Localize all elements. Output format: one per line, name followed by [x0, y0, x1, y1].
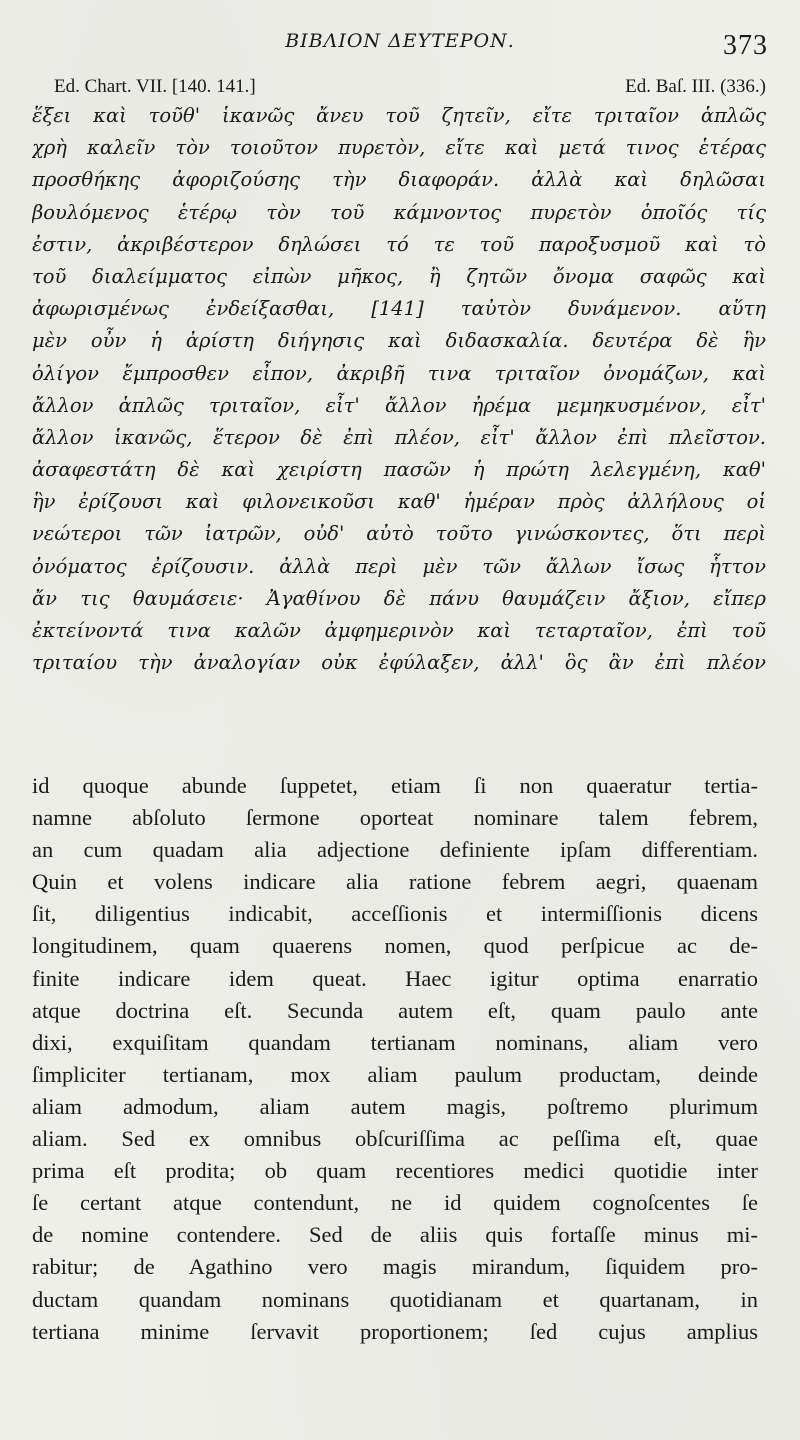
- greek-text-line: ὀλίγον ἔμπροσθεν εἶπον, ἀκριβῆ τινα τριταῖον ὀνομάζων, καὶ: [32, 361, 766, 385]
- latin-text-line: rabitur; de Agathino vero magis mirandum, ſiquidem pro-: [32, 1254, 758, 1280]
- latin-text-line: longitudinem, quam quaerens nomen, quod perſpicue ac de-: [32, 933, 758, 959]
- latin-text-line: ſit, diligentius indicabit, acceſſionis et intermiſſionis dicens: [32, 901, 758, 927]
- greek-text-line: ἄλλον ἱκανῶς, ἕτερον δὲ ἐπὶ πλέον, εἶτ' ἄλλον ἐπὶ πλεῖστον.: [32, 425, 766, 449]
- greek-text-line: τοῦ διαλείμματος εἰπὼν μῆκος, ἢ ζητῶν ὄνομα σαφῶς καὶ: [32, 264, 766, 288]
- latin-text-line: id quoque abunde ſuppetet, etiam ſi non quaeratur tertia-: [32, 773, 758, 798]
- greek-text-line: ἕξει καὶ τοῦθ' ἱκανῶς ἄνευ τοῦ ζητεῖν, εἴτε τριταῖον ἁπλῶς: [32, 104, 766, 127]
- latin-text-line: de nomine contendere. Sed de aliis quis fortaſſe minus mi-: [32, 1222, 758, 1248]
- latin-text-line: dixi, exquiſitam quandam tertianam nominans, aliam vero: [32, 1029, 758, 1055]
- greek-text-line: ὀνόματος ἐρίζουσιν. ἀλλὰ περὶ μὲν τῶν ἄλλων ἴσως ἧττον: [32, 554, 766, 578]
- greek-text-column: [32, 100, 766, 679]
- edition-basel-reference: Ed. Baſ. III. (336.): [625, 76, 766, 97]
- greek-text-line: χρὴ καλεῖν τὸν τοιοῦτον πυρετὸν, εἴτε καὶ μετά τινος ἑτέρας: [32, 136, 766, 160]
- page-number: 373: [723, 30, 768, 61]
- greek-text-line: ἀσαφεστάτη δὲ καὶ χειρίστη πασῶν ἡ πρώτη λελεγμένη, καθ': [32, 458, 766, 482]
- greek-text-line: μὲν οὖν ἡ ἀρίστη διήγησις καὶ διδασκαλία. δευτέρα δὲ ἣν: [32, 329, 766, 353]
- greek-text-line: τριταίου τὴν ἀναλογίαν οὐκ ἐφύλαξεν, ἀλλ' ὃς ἂν ἐπὶ πλέον: [32, 651, 766, 675]
- greek-text-line: ἄλλον ἁπλῶς τριταῖον, εἶτ' ἄλλον ἠρέμα μεμηκυσμένον, εἶτ': [32, 393, 766, 417]
- edition-reference-line: [54, 76, 766, 100]
- latin-text-line: ductam quandam nominans quotidianam et quartanam, in: [32, 1286, 758, 1312]
- greek-text-line: ἄν τις θαυμάσειε· Ἀγαθίνου δὲ πάνυ θαυμάζειν ἄξιον, εἴπερ: [32, 586, 766, 610]
- latin-text-line: ſimpliciter tertianam, mox aliam paulum productam, deinde: [32, 1061, 758, 1087]
- edition-chartier-reference: Ed. Chart. VII. [140. 141.]: [54, 76, 256, 97]
- latin-text-line: Quin et volens indicare alia ratione febrem aegri, quaenam: [32, 869, 758, 895]
- latin-text-line: an cum quadam alia adjectione definiente ipſam differentiam.: [32, 837, 758, 863]
- latin-text-line: tertiana minime ſervavit proportionem; ſed cujus amplius: [32, 1318, 758, 1344]
- greek-text-line: νεώτεροι τῶν ἰατρῶν, οὐδ' αὐτὸ τοῦτο γινώσκοντες, ὅτι περὶ: [32, 522, 766, 546]
- latin-text-line: prima eſt prodita; ob quam recentiores medici quotidie inter: [32, 1158, 758, 1184]
- greek-text-line: ἐστιν, ἀκριβέστερον δηλώσει τό τε τοῦ παροξυσμοῦ καὶ τὸ: [32, 232, 766, 256]
- greek-text-line: προσθήκης ἀφοριζούσης τὴν διαφοράν. ἀλλὰ καὶ δηλῶσαι: [32, 168, 766, 192]
- latin-text-line: ſe certant atque contendunt, ne id quidem cognoſcentes ſe: [32, 1190, 758, 1216]
- greek-text-line: ἀφωρισμένως ἐνδείξασθαι, [141] ταὐτὸν δυνάμενον. αὕτη: [32, 297, 766, 321]
- latin-text-line: atque doctrina eſt. Secunda autem eſt, quam paulo ante: [32, 997, 758, 1023]
- latin-text-line: aliam. Sed ex omnibus obſcuriſſima ac peſſima eſt, quae: [32, 1126, 758, 1152]
- latin-text-line: namne abſoluto ſermone oporteat nominare talem febrem,: [32, 805, 758, 831]
- latin-text-line: finite indicare idem queat. Haec igitur optima enarratio: [32, 965, 758, 991]
- latin-text-column: [32, 770, 758, 1348]
- greek-text-line: ἐκτείνοντά τινα καλῶν ἀμφημερινὸν καὶ τεταρταῖον, ἐπὶ τοῦ: [32, 619, 766, 642]
- running-title: ΒΙΒΛΙΟΝ ΔΕΥΤΕΡΟΝ.: [285, 30, 515, 52]
- greek-text-line: βουλόμενος ἑτέρῳ τὸν τοῦ κάμνοντος πυρετὸν ὁποῖός τίς: [32, 200, 766, 224]
- latin-text-line: aliam admodum, aliam autem magis, poſtremo plurimum: [32, 1093, 758, 1119]
- greek-text-line: ἣν ἐρίζουσι καὶ φιλονεικοῦσι καθ' ἡμέραν πρὸς ἀλλήλους οἱ: [32, 490, 766, 514]
